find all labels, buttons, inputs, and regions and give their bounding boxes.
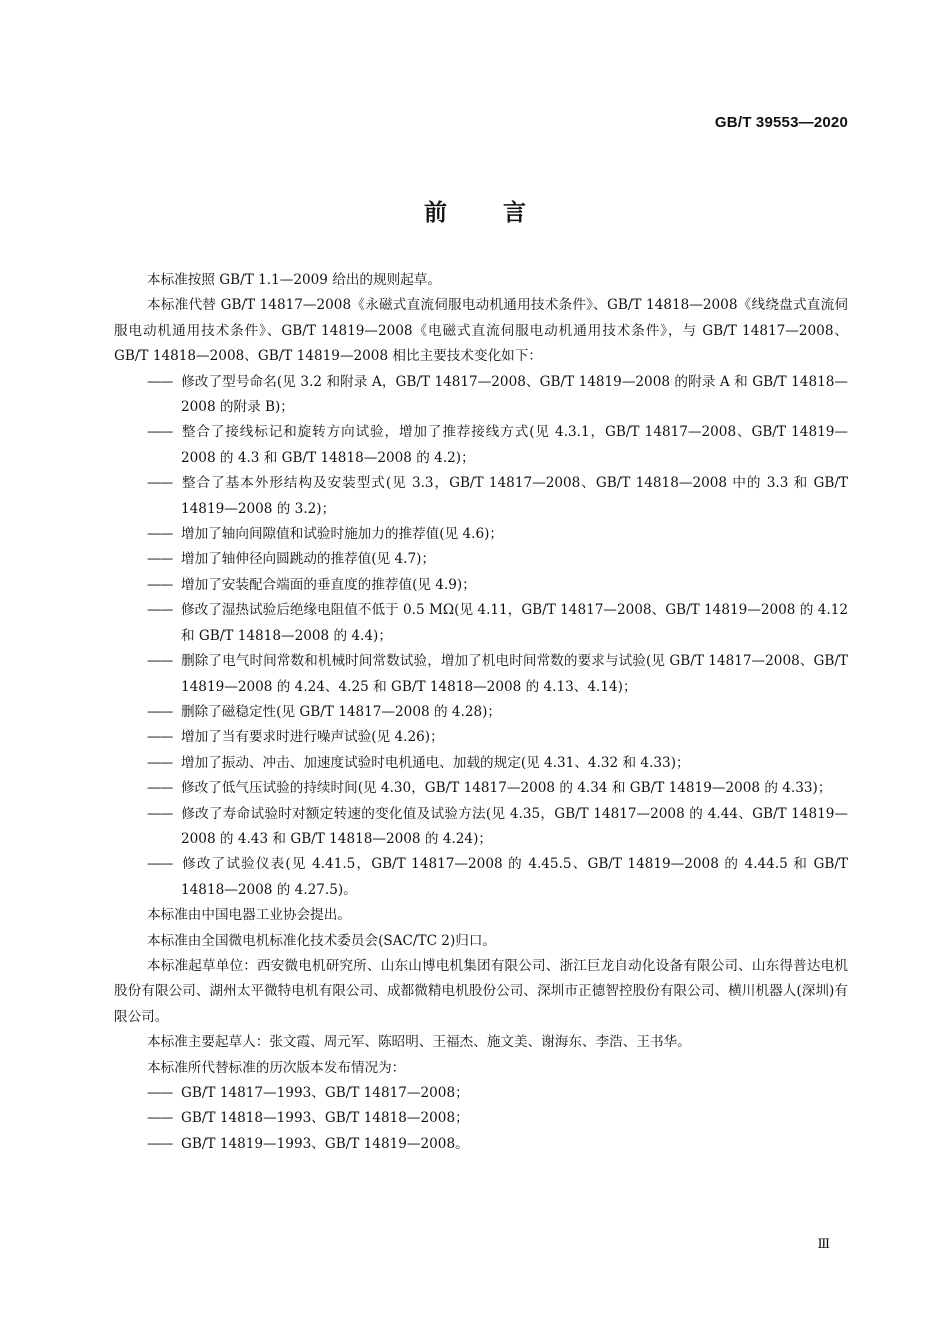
change-text: 修改了试验仪表(见 4.41.5，GB/T 14817—2008 的 4.45.5、GB/T 14819—2008 的 4.44.5 和 GB/T 14818—2008 的 4.27.5)。 [181,856,848,898]
dash-marker: —— [147,1085,173,1101]
history-text: GB/T 14817—1993、GB/T 14817—2008； [181,1085,469,1101]
change-text: 删除了电气时间常数和机械时间常数试验，增加了机电时间常数的要求与试验(见 GB/T 14817—2008、GB/T 14819—2008 的 4.24、4.25 和 GB/T 14818—2008 的 4.13、4.14)； [181,653,848,695]
change-item [114,420,848,471]
dash-marker: —— [147,475,173,492]
dash-marker: —— [147,526,173,543]
page-title [0,194,950,227]
document-body [114,268,848,1157]
dash-marker: —— [147,602,173,619]
change-text: 增加了轴向间隙值和试验时施加力的推荐值(见 4.6)； [181,526,504,543]
dash-marker: —— [147,653,173,670]
page-number: Ⅲ [817,1237,830,1252]
change-item [114,573,848,598]
standard-number-header: GB/T 39553—2020 [714,114,848,131]
change-item [114,700,848,725]
change-item [114,802,848,853]
change-text: 整合了基本外形结构及安装型式(见 3.3，GB/T 14817—2008、GB/T 14818—2008 中的 3.3 和 GB/T 14819—2008 的 3.2)； [181,475,848,517]
change-text: 删除了磁稳定性(见 GB/T 14817—2008 的 4.28)； [181,703,502,720]
change-text: 修改了寿命试验时对额定转速的变化值及试验方法(见 4.35，GB/T 14817—2008 的 4.44、GB/T 14819—2008 的 4.43 和 GB/T 14818—2008 的 4.24)； [181,805,848,847]
paragraph-drafting-units: 本标准起草单位：西安微电机研究所、山东山博电机集团有限公司、浙江巨龙自动化设备有限公司、山东得普达电机股份有限公司、湖州太平微特电机有限公司、成都微精电机股份公司、深圳市正德智控股份有限公司、横川机器人(深圳)有限公司。 [114,957,848,1025]
title-char-1: 前 [424,200,447,226]
change-item [114,725,848,750]
change-item [114,471,848,522]
dash-marker: —— [147,805,173,822]
change-item [114,370,848,421]
paragraph-replaces: 本标准代替 GB/T 14817—2008《永磁式直流伺服电动机通用技术条件》、GB/T 14818—2008《线绕盘式直流伺服电动机通用技术条件》、GB/T 14819—2008《电磁式直流伺服电动机通用技术条件》，与 GB/T 14817—2008、GB/T 14818—2008、GB/T 14819—2008 相比主要技术变化如下： [114,297,848,365]
history-text: GB/T 14819—1993、GB/T 14819—2008。 [181,1135,469,1152]
paragraph-under-jurisdiction: 本标准由全国微电机标准化技术委员会(SAC/TC 2)归口。 [147,932,497,949]
change-item [114,776,848,801]
dash-marker: —— [147,424,173,441]
change-item [114,852,848,903]
change-text: 增加了当有要求时进行噪声试验(见 4.26)； [181,729,444,746]
dash-marker: —— [147,576,173,593]
change-text: 增加了振动、冲击、加速度试验时电机通电、加载的规定(见 4.31、4.32 和 4.33)； [181,754,690,771]
paragraph-history-intro: 本标准所代替标准的历次版本发布情况为： [147,1059,406,1076]
dash-marker: —— [147,1110,173,1127]
dash-marker: —— [147,373,173,390]
change-item [114,547,848,572]
change-text: 修改了湿热试验后绝缘电阻值不低于 0.5 MΩ(见 4.11，GB/T 14817—2008、GB/T 14819—2008 的 4.12 和 GB/T 14818—2008 的 4.4)； [181,602,848,644]
history-text: GB/T 14818—1993、GB/T 14818—2008； [181,1110,469,1127]
change-item [114,751,848,776]
change-text: 增加了轴伸径向圆跳动的推荐值(见 4.7)； [181,551,436,568]
dash-marker: —— [147,729,173,746]
title-char-2: 言 [503,200,526,226]
change-text: 增加了安装配合端面的垂直度的推荐值(见 4.9)； [181,576,476,593]
dash-marker: —— [147,754,173,771]
history-item [114,1132,848,1157]
dash-marker: —— [147,856,173,873]
change-text: 修改了低气压试验的持续时间(见 4.30，GB/T 14817—2008 的 4.34 和 GB/T 14819—2008 的 4.33)； [181,780,832,797]
change-item [114,522,848,547]
change-text: 整合了接线标记和旋转方向试验，增加了推荐接线方式(见 4.3.1，GB/T 14817—2008、GB/T 14819—2008 的 4.3 和 GB/T 14818—2008 的 4.2)； [181,424,848,466]
dash-marker: —— [147,703,173,720]
history-item [114,1106,848,1131]
change-item [114,649,848,700]
history-item [114,1081,848,1106]
paragraph-proposed-by: 本标准由中国电器工业协会提出。 [147,907,351,924]
paragraph-drafters: 本标准主要起草人：张文霞、周元军、陈昭明、王福杰、施文美、谢海东、李浩、王书华。 [147,1034,691,1051]
dash-marker: —— [147,780,173,797]
change-text: 修改了型号命名(见 3.2 和附录 A，GB/T 14817—2008、GB/T 14819—2008 的附录 A 和 GB/T 14818—2008 的附录 B)； [181,373,848,416]
change-item [114,598,848,649]
dash-marker: —— [147,1135,173,1152]
paragraph-drafting-rule: 本标准按照 GB/T 1.1—2009 给出的规则起草。 [147,272,441,288]
dash-marker: —— [147,551,173,568]
